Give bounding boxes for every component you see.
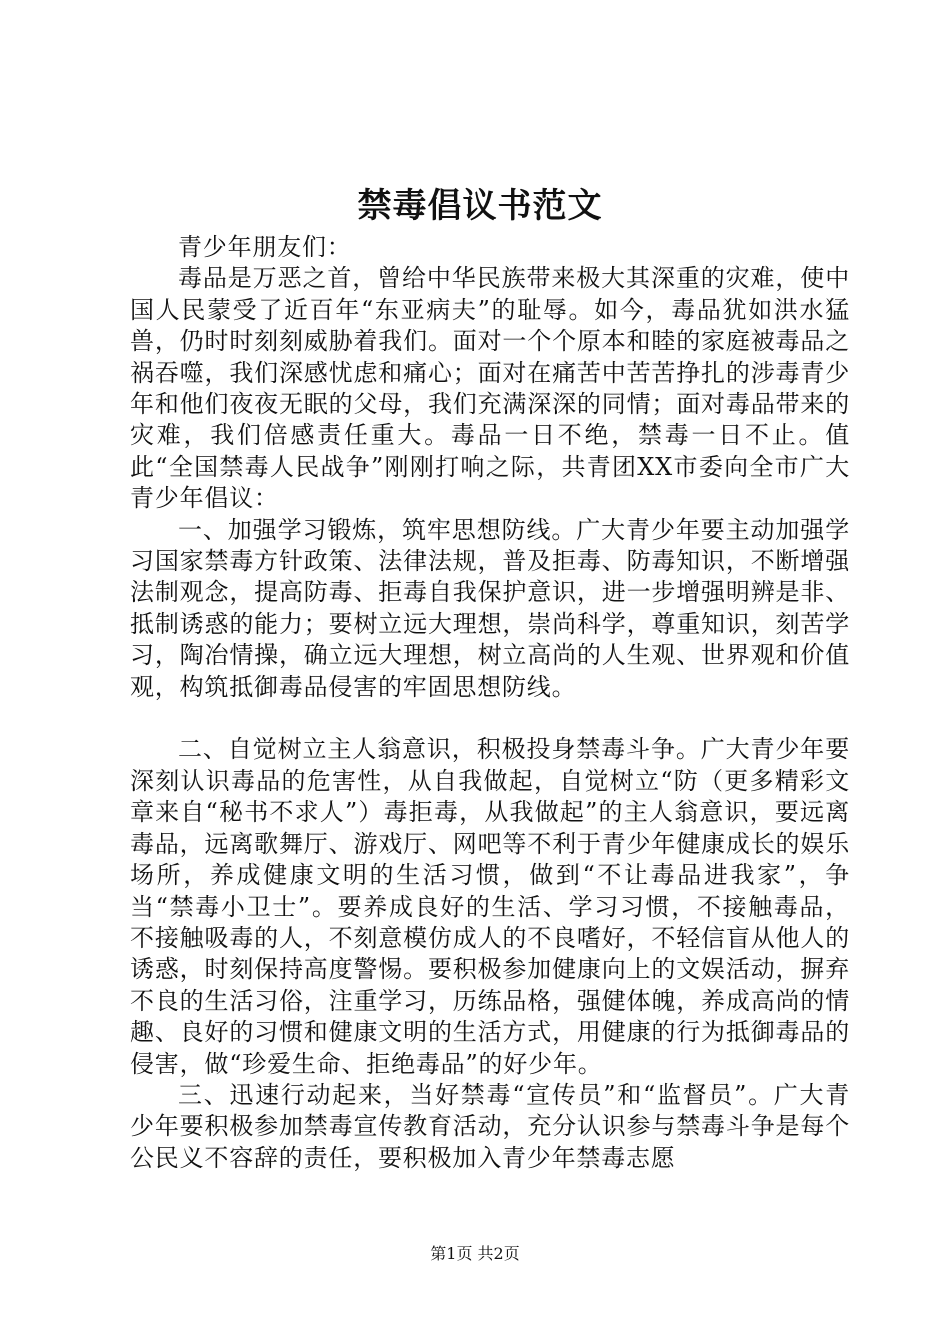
document-body [130, 232, 850, 1174]
document-title: 禁毒倡议书范文 [357, 186, 603, 226]
page-footer: 第1页 共2页 [430, 1244, 520, 1263]
proposal-three-paragraph: 三、迅速行动起来，当好禁毒“宣传员”和“监督员”。广大青少年要积极参加禁毒宣传教育活动，充分认识参与禁毒斗争是每个公民义不容辞的责任，要积极加入青少年禁毒志愿 [130, 1080, 850, 1172]
salutation: 青少年朋友们： [178, 233, 352, 261]
proposal-two-paragraph: 二、自觉树立主人翁意识，积极投身禁毒斗争。广大青少年要深刻认识毒品的危害性，从自我做起，自觉树立“防（更多精彩文章来自“秘书不求人”）毒拒毒，从我做起”的主人翁意识，要远离毒品，远离歌舞厅、游戏厅、网吧等不利于青少年健康成长的娱乐场所，养成健康文明的生活习惯，做到“不让毒品进我家”，争当“禁毒小卫士”。要养成良好的生活、学习习惯，不接触毒品，不接触吸毒的人，不刻意模仿成人的不良嗜好，不轻信盲从他人的诱惑，时刻保持高度警惕。要积极参加健康向上的文娱活动，摒弃不良的生活习俗，注重学习，历练品格，强健体魄，养成高尚的情趣、良好的习惯和健康文明的生活方式，用健康的行为抵御毒品的侵害，做“珍爱生命、拒绝毒品”的好少年。 [130, 735, 850, 1078]
blank-line [130, 703, 850, 734]
proposal-one-paragraph: 一、加强学习锻炼，筑牢思想防线。广大青少年要主动加强学习国家禁毒方针政策、法律法规，普及拒毒、防毒知识，不断增强法制观念，提高防毒、拒毒自我保护意识，进一步增强明辨是非、抵制诱惑的能力；要树立远大理想，崇尚科学，尊重知识，刻苦学习，陶冶情操，确立远大理想，树立高尚的人生观、世界观和价值观，构筑抵御毒品侵害的牢固思想防线。 [130, 515, 850, 701]
intro-paragraph: 毒品是万恶之首，曾给中华民族带来极大其深重的灾难，使中国人民蒙受了近百年“东亚病夫”的耻辱。如今，毒品犹如洪水猛兽，仍时时刻刻威胁着我们。面对一个个原本和睦的家庭被毒品之祸吞噬，我们深感忧虑和痛心；面对在痛苦中苦苦挣扎的涉毒青少年和他们夜夜无眠的父母，我们充满深深的同情；面对毒品带来的灾难，我们倍感责任重大。毒品一日不绝，禁毒一日不止。值此“全国禁毒人民战争”刚刚打响之际，共青团XX市委向全市广大青少年倡议： [130, 264, 850, 513]
